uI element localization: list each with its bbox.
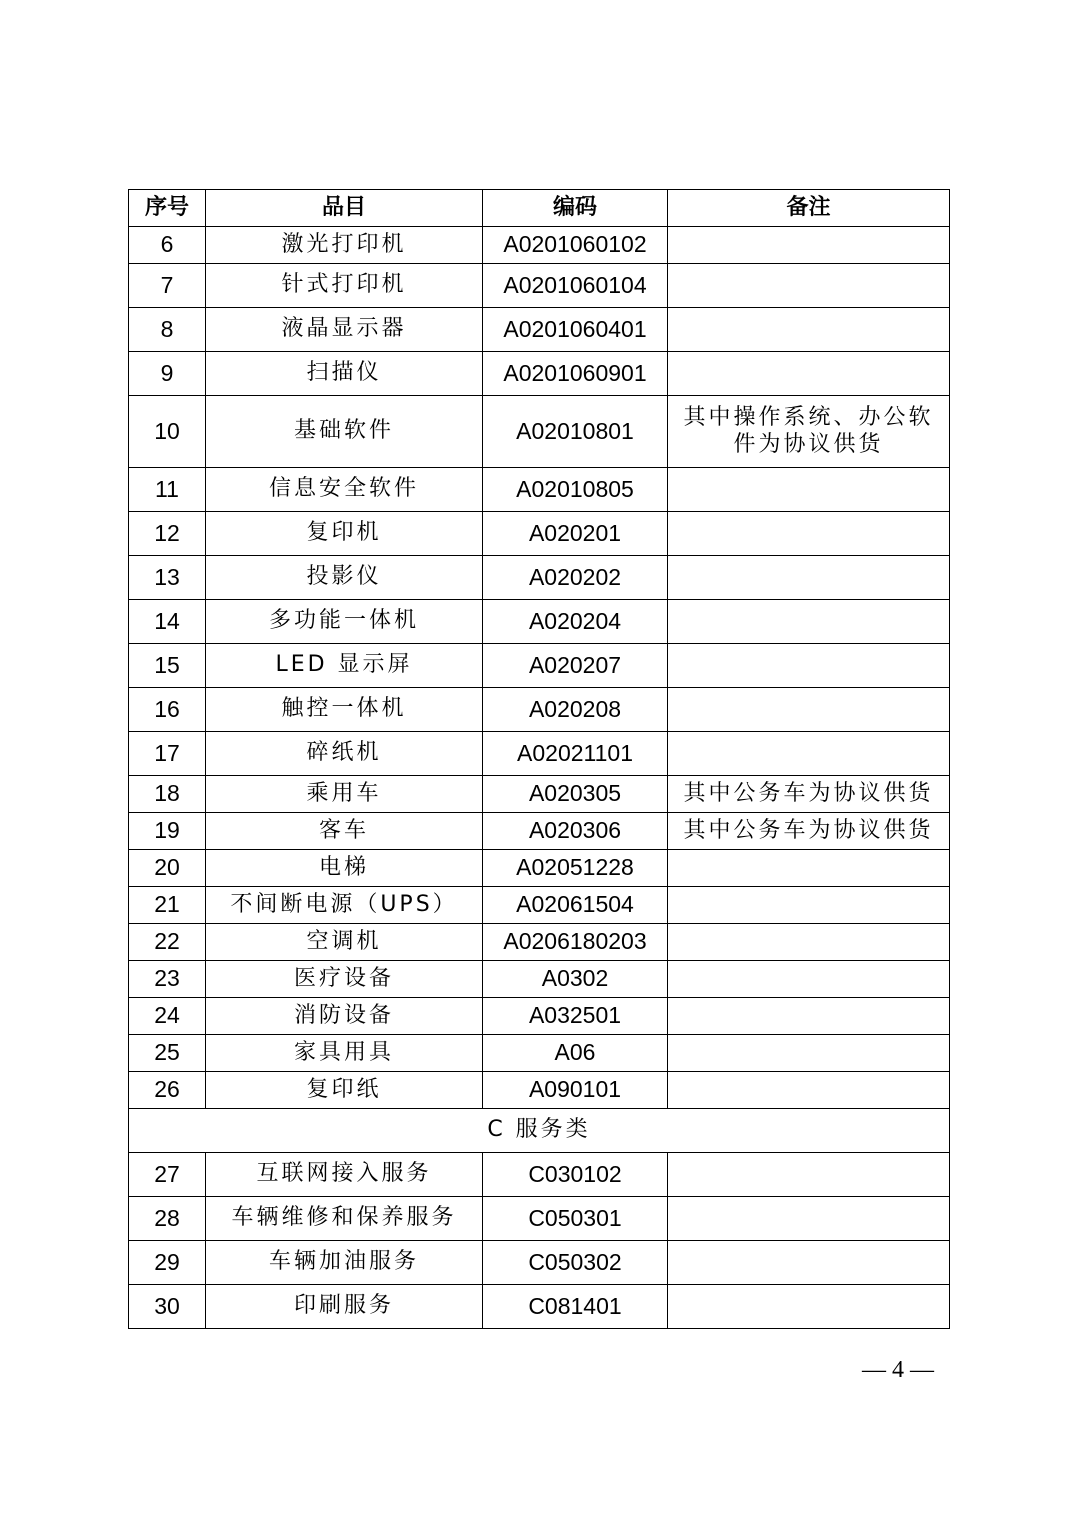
table-row (129, 813, 950, 850)
table-row (129, 1035, 950, 1072)
table-row (129, 556, 950, 600)
procurement-items-table (128, 189, 950, 1329)
service-section (129, 1109, 950, 1153)
table-row (129, 512, 950, 556)
row-serial-number: 11 (129, 468, 206, 512)
row-item-name: 复印纸 (206, 1072, 483, 1109)
row-item-name: 不间断电源（UPS） (206, 887, 483, 924)
row-item-name: LED 显示屏 (206, 644, 483, 688)
row-remarks (668, 556, 950, 600)
row-item-name: 车辆加油服务 (206, 1241, 483, 1285)
row-code: C030102 (483, 1153, 668, 1197)
page-number: — 4 — (862, 1357, 934, 1383)
section-c-title: C 服务类 (129, 1109, 950, 1153)
row-code: A020207 (483, 644, 668, 688)
table-row (129, 732, 950, 776)
row-remarks (668, 1072, 950, 1109)
row-remarks (668, 1153, 950, 1197)
row-remarks (668, 887, 950, 924)
row-item-name: 客车 (206, 813, 483, 850)
table-row (129, 227, 950, 264)
row-code: A02010805 (483, 468, 668, 512)
table-row (129, 1285, 950, 1329)
section-header-row (129, 1109, 950, 1153)
table-row (129, 924, 950, 961)
row-code: A0201060104 (483, 264, 668, 308)
row-item-name: 碎纸机 (206, 732, 483, 776)
table-row (129, 644, 950, 688)
row-remarks (668, 1285, 950, 1329)
row-serial-number: 12 (129, 512, 206, 556)
row-item-name: 家具用具 (206, 1035, 483, 1072)
row-item-name: 液晶显示器 (206, 308, 483, 352)
row-item-name: 车辆维修和保养服务 (206, 1197, 483, 1241)
table-header-row (129, 190, 950, 227)
table-row (129, 1197, 950, 1241)
row-serial-number: 22 (129, 924, 206, 961)
header-serial-number: 序号 (129, 190, 206, 227)
row-code: A0302 (483, 961, 668, 998)
table-row (129, 600, 950, 644)
row-serial-number: 21 (129, 887, 206, 924)
row-item-name: 扫描仪 (206, 352, 483, 396)
row-item-name: 针式打印机 (206, 264, 483, 308)
row-serial-number: 17 (129, 732, 206, 776)
header-remarks: 备注 (668, 190, 950, 227)
row-remarks: 其中公务车为协议供货 (668, 776, 950, 813)
row-remarks (668, 308, 950, 352)
row-remarks: 其中公务车为协议供货 (668, 813, 950, 850)
table-row (129, 308, 950, 352)
row-item-name: 消防设备 (206, 998, 483, 1035)
row-item-name: 复印机 (206, 512, 483, 556)
row-remarks (668, 512, 950, 556)
row-serial-number: 29 (129, 1241, 206, 1285)
row-remarks (668, 644, 950, 688)
row-code: A032501 (483, 998, 668, 1035)
row-code: A090101 (483, 1072, 668, 1109)
row-serial-number: 26 (129, 1072, 206, 1109)
row-remarks (668, 352, 950, 396)
row-serial-number: 9 (129, 352, 206, 396)
row-code: A020305 (483, 776, 668, 813)
row-item-name: 投影仪 (206, 556, 483, 600)
row-remarks (668, 468, 950, 512)
row-code: A02051228 (483, 850, 668, 887)
row-code: C050302 (483, 1241, 668, 1285)
row-code: A020204 (483, 600, 668, 644)
row-item-name: 基础软件 (206, 396, 483, 468)
row-serial-number: 13 (129, 556, 206, 600)
service-rows (129, 1153, 950, 1329)
row-code: A0201060901 (483, 352, 668, 396)
row-serial-number: 23 (129, 961, 206, 998)
row-serial-number: 7 (129, 264, 206, 308)
row-remarks: 其中操作系统、办公软件为协议供货 (668, 396, 950, 468)
row-code: A06 (483, 1035, 668, 1072)
row-serial-number: 28 (129, 1197, 206, 1241)
row-remarks (668, 1035, 950, 1072)
row-code: A020208 (483, 688, 668, 732)
goods-rows (129, 227, 950, 1109)
row-remarks (668, 998, 950, 1035)
row-item-name: 互联网接入服务 (206, 1153, 483, 1197)
row-code: C081401 (483, 1285, 668, 1329)
table-row (129, 1153, 950, 1197)
table-row (129, 688, 950, 732)
row-serial-number: 10 (129, 396, 206, 468)
row-remarks (668, 732, 950, 776)
table-row (129, 887, 950, 924)
row-remarks (668, 850, 950, 887)
row-code: A020201 (483, 512, 668, 556)
row-serial-number: 24 (129, 998, 206, 1035)
header-code: 编码 (483, 190, 668, 227)
row-code: A02021101 (483, 732, 668, 776)
row-serial-number: 20 (129, 850, 206, 887)
row-item-name: 触控一体机 (206, 688, 483, 732)
header-item-name: 品目 (206, 190, 483, 227)
row-remarks (668, 961, 950, 998)
row-serial-number: 6 (129, 227, 206, 264)
row-code: A0206180203 (483, 924, 668, 961)
row-serial-number: 18 (129, 776, 206, 813)
table-row (129, 352, 950, 396)
row-remarks (668, 1241, 950, 1285)
row-serial-number: 14 (129, 600, 206, 644)
row-serial-number: 8 (129, 308, 206, 352)
row-serial-number: 27 (129, 1153, 206, 1197)
row-serial-number: 16 (129, 688, 206, 732)
row-code: A020306 (483, 813, 668, 850)
row-remarks (668, 227, 950, 264)
row-code: A0201060401 (483, 308, 668, 352)
row-item-name: 信息安全软件 (206, 468, 483, 512)
table-row (129, 998, 950, 1035)
row-serial-number: 15 (129, 644, 206, 688)
table-row (129, 776, 950, 813)
table-row (129, 468, 950, 512)
row-item-name: 印刷服务 (206, 1285, 483, 1329)
row-serial-number: 25 (129, 1035, 206, 1072)
row-item-name: 激光打印机 (206, 227, 483, 264)
table-row (129, 1241, 950, 1285)
row-remarks (668, 264, 950, 308)
row-remarks (668, 924, 950, 961)
table-row (129, 396, 950, 468)
row-remarks (668, 1197, 950, 1241)
row-serial-number: 30 (129, 1285, 206, 1329)
row-item-name: 多功能一体机 (206, 600, 483, 644)
row-code: A0201060102 (483, 227, 668, 264)
table-row (129, 850, 950, 887)
row-item-name: 空调机 (206, 924, 483, 961)
row-serial-number: 19 (129, 813, 206, 850)
row-code: C050301 (483, 1197, 668, 1241)
row-code: A02010801 (483, 396, 668, 468)
row-item-name: 医疗设备 (206, 961, 483, 998)
row-item-name: 乘用车 (206, 776, 483, 813)
row-remarks (668, 688, 950, 732)
table-row (129, 1072, 950, 1109)
row-item-name: 电梯 (206, 850, 483, 887)
table-row (129, 264, 950, 308)
row-code: A020202 (483, 556, 668, 600)
row-code: A02061504 (483, 887, 668, 924)
table-row (129, 961, 950, 998)
row-remarks (668, 600, 950, 644)
